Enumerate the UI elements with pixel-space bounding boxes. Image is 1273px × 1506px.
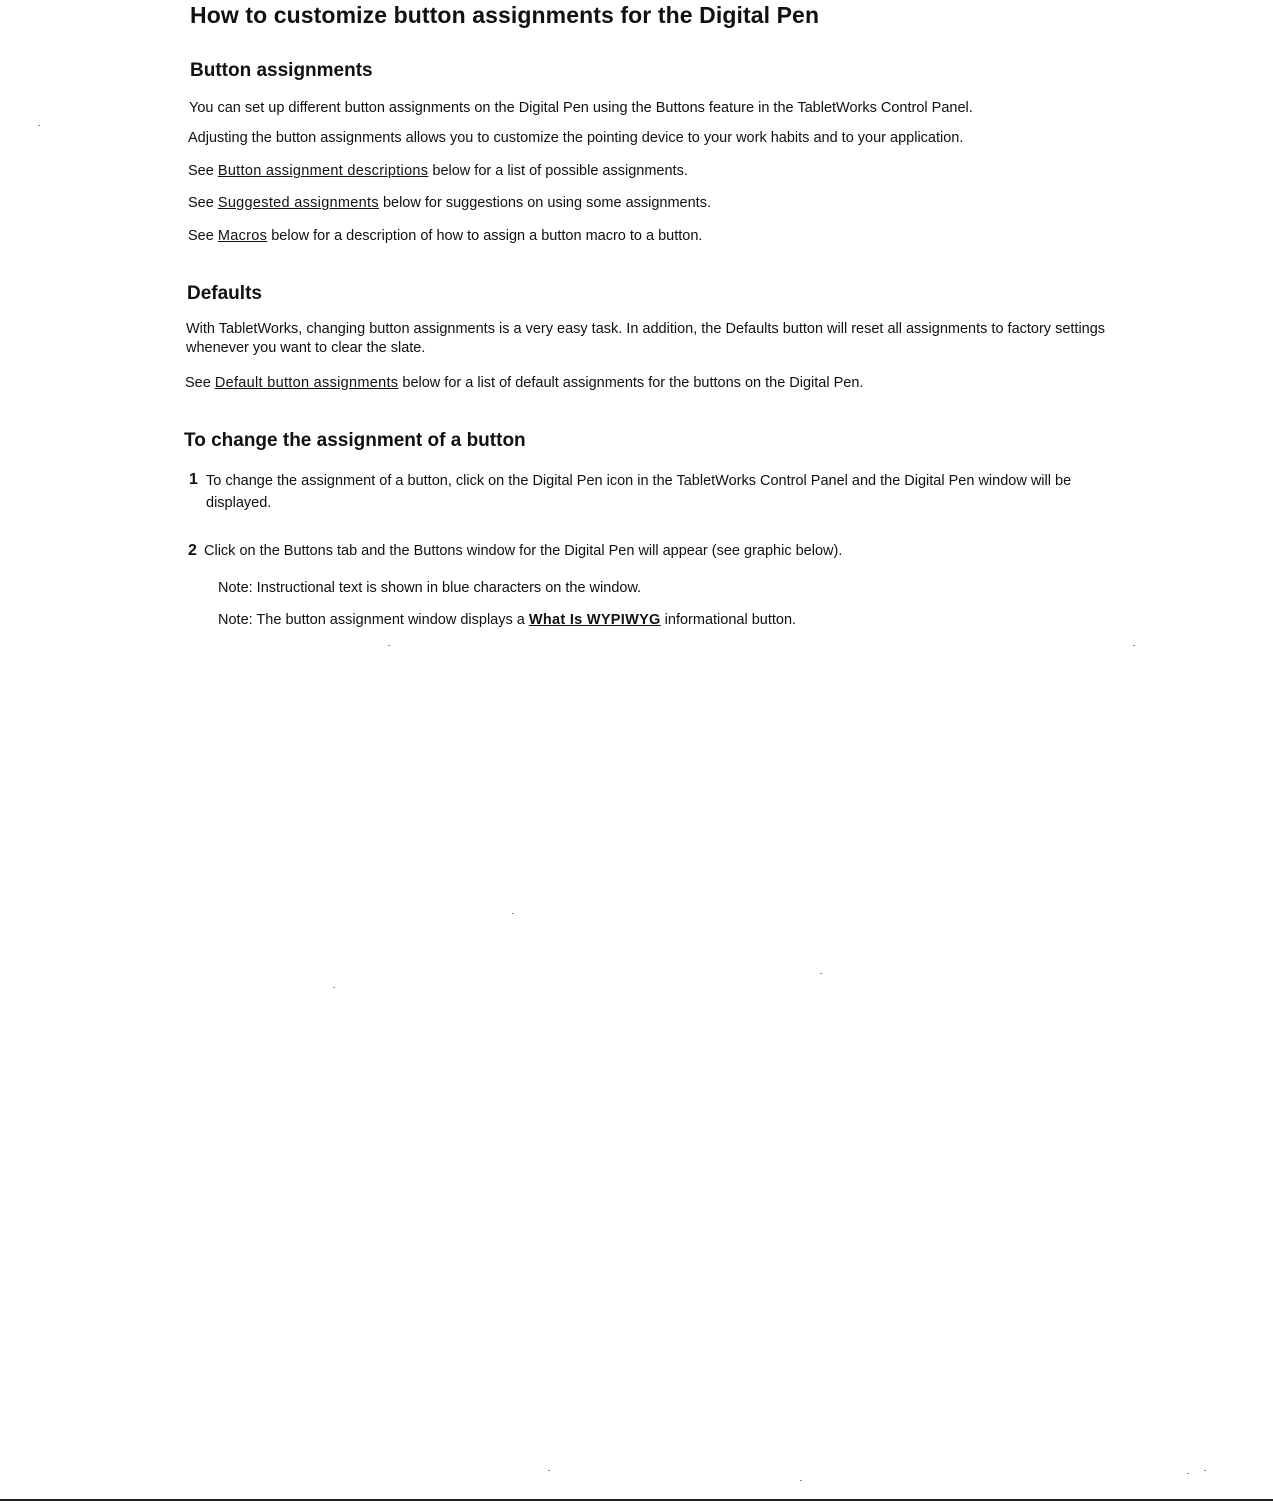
scan-speck bbox=[38, 125, 40, 126]
section-heading-change-assignment: To change the assignment of a button bbox=[184, 430, 526, 451]
see-macros bbox=[188, 226, 702, 246]
step-number: 2 bbox=[188, 542, 197, 559]
see-prefix: See bbox=[188, 195, 214, 211]
button-assignment-descriptions-link[interactable]: Button assignment descriptions bbox=[217, 163, 429, 179]
step-text: To change the assignment of a button, click on the Digital Pen icon in the TabletWorks Control Panel and the Digital Pen window will be displayed. bbox=[206, 473, 1072, 511]
scan-speck bbox=[333, 987, 335, 988]
page-title: How to customize button assignments for the Digital Pen bbox=[190, 2, 820, 28]
section-heading-defaults: Defaults bbox=[187, 283, 262, 304]
default-button-assignments-link[interactable]: Default button assignments bbox=[214, 375, 399, 391]
what-is-wypiwyg-link[interactable]: What Is WYPIWYG bbox=[528, 612, 661, 628]
scan-speck bbox=[1187, 1473, 1189, 1474]
see-button-assignment-descriptions bbox=[188, 161, 688, 181]
scan-speck bbox=[548, 1470, 550, 1471]
button-assignments-adjusting: Adjusting the button assignments allows you to customize the pointing device to your work habits and to your application. bbox=[188, 130, 964, 146]
see-prefix: See bbox=[188, 228, 214, 244]
step-2 bbox=[188, 541, 842, 561]
note-wypiwyg bbox=[218, 610, 796, 630]
see-prefix: See bbox=[185, 375, 211, 391]
see-suffix: below for suggestions on using some assignments. bbox=[382, 195, 711, 211]
see-default-button-assignments bbox=[185, 373, 863, 393]
scan-speck bbox=[388, 645, 390, 646]
section-heading-button-assignments: Button assignments bbox=[190, 60, 373, 81]
note-prefix: Note: The button assignment window displays a bbox=[218, 612, 525, 628]
scan-speck bbox=[512, 913, 514, 914]
button-assignments-intro: You can set up different button assignments on the Digital Pen using the Buttons feature in the TabletWorks Control Panel. bbox=[189, 100, 973, 116]
see-suffix: below for a list of default assignments for the buttons on the Digital Pen. bbox=[402, 375, 864, 391]
scan-speck bbox=[1204, 1470, 1206, 1471]
macros-link[interactable]: Macros bbox=[217, 228, 268, 244]
page-bottom-rule bbox=[0, 1499, 1273, 1501]
note-instructional-text: Note: Instructional text is shown in blue characters on the window. bbox=[218, 580, 642, 596]
step-text: Click on the Buttons tab and the Buttons window for the Digital Pen will appear (see graphic below). bbox=[204, 543, 843, 559]
see-suffix: below for a list of possible assignments. bbox=[432, 163, 688, 179]
scan-speck bbox=[800, 1480, 802, 1481]
step-1 bbox=[189, 470, 1124, 514]
step-number: 1 bbox=[189, 471, 198, 488]
suggested-assignments-link[interactable]: Suggested assignments bbox=[217, 195, 379, 211]
scan-speck bbox=[1133, 645, 1135, 646]
see-prefix: See bbox=[188, 163, 214, 179]
see-suggested-assignments bbox=[188, 193, 711, 213]
scan-speck bbox=[820, 973, 822, 974]
see-suffix: below for a description of how to assign a button macro to a button. bbox=[271, 228, 703, 244]
defaults-description: With TabletWorks, changing button assignments is a very easy task. In addition, the Defaults button will reset all assignments to factory settings whenever you want to clear the slate. bbox=[186, 321, 1106, 356]
note-suffix: informational button. bbox=[664, 612, 797, 628]
